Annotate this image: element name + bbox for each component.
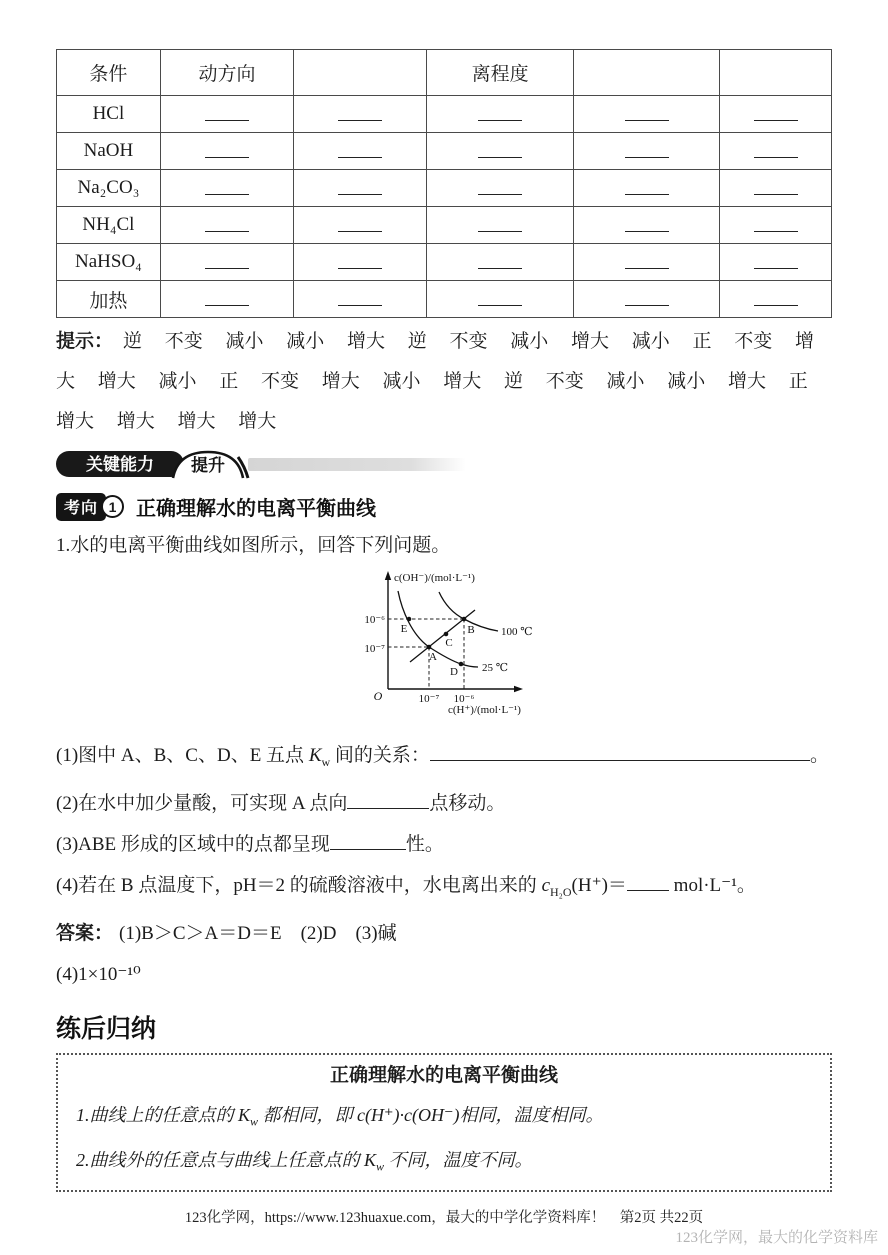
question-3: (3)ABE 形成的区域中的点都呈现 性。 (56, 824, 832, 865)
curve-25c (398, 591, 478, 667)
point-dot-B (462, 617, 467, 622)
answer-blank (627, 871, 669, 891)
y-axis-arrow (385, 571, 391, 580)
y-tick-1e-7: 10⁻⁷ (364, 643, 385, 655)
table-row (57, 244, 832, 281)
summary-box-title: 正确理解水的电离平衡曲线 (329, 1064, 558, 1086)
answer-blank (205, 212, 249, 232)
point-dot-A (427, 645, 432, 650)
point-dot-E (407, 617, 412, 622)
answer-blank (625, 249, 669, 269)
table-row-label: Na₂CO₃ (57, 170, 161, 207)
hint-line-1: 逆 不变 减小 减小 增大 逆 不变 减小 增大 减小 正 不变 增 (123, 331, 815, 352)
answer-blank (478, 175, 522, 195)
banner-sub-label: 提升 (191, 456, 225, 475)
table-row (57, 170, 832, 207)
answer-blank (754, 175, 798, 195)
y-tick-1e-6: 10⁻⁶ (364, 614, 385, 626)
answer-blank (347, 789, 429, 809)
table-row-label: 加热 (57, 281, 161, 318)
question-2: (2)在水中加少量酸，可实现 A 点向 点移动。 (56, 783, 832, 824)
answer-label: 答案： (56, 922, 114, 944)
hint-line-3: 增大 增大 增大 增大 (56, 411, 277, 432)
table-row-label: NaOH (57, 133, 161, 170)
hint-line-2: 大 增大 减小 正 不变 增大 减小 增大 逆 不变 减小 减小 增大 正 (56, 371, 808, 392)
table-row (57, 207, 832, 244)
answer-blank (478, 212, 522, 232)
ionization-curve-chart (348, 567, 563, 727)
table-header-row (57, 50, 832, 96)
summary-heading: 练后归纳 (56, 1014, 157, 1043)
answer-blank (338, 212, 382, 232)
answer-blank (478, 286, 522, 306)
answer-blank (205, 138, 249, 158)
table-header-cell (573, 50, 719, 96)
watermark: 123化学网，最大的化学资料库 (675, 1230, 878, 1246)
answer-blank (338, 175, 382, 195)
exam-direction-number: 1 (101, 495, 124, 518)
question-intro: 1.水的电离平衡曲线如图所示，回答下列问题。 (56, 535, 451, 556)
answer-blank (205, 175, 249, 195)
answer-blank (338, 138, 382, 158)
exam-direction-heading (56, 492, 832, 521)
summary-item-1: 1.曲线上的任意点的 $K_w$ 都相同，即 c(H⁺)·c(OH⁻)相同，温度相同。 (76, 1104, 604, 1129)
answer-blank (205, 249, 249, 269)
table-header-cell (294, 50, 427, 96)
point-label-B: B (467, 624, 475, 636)
answer-blank (754, 249, 798, 269)
answer-blank (478, 138, 522, 158)
table-header-cell: 条件 (57, 50, 161, 96)
key-ability-banner (56, 448, 832, 480)
point-label-C: C (445, 637, 453, 649)
question-block (56, 735, 832, 995)
question-1: (1)图中 A、B、C、D、E 五点 $K_w$ 间的关系： 。 (56, 735, 832, 783)
answer-blank (625, 138, 669, 158)
answer-blank (625, 212, 669, 232)
summary-item-2: 2.曲线外的任意点与曲线上任意点的 $K_w$ 不同，温度不同。 (76, 1150, 533, 1174)
answer-blank (754, 101, 798, 121)
answer-blank (625, 286, 669, 306)
answer-blank (205, 101, 249, 121)
table-row-label: NaHSO₄ (57, 244, 161, 281)
table-header-cell (720, 50, 832, 96)
exam-direction-title: 正确理解水的电离平衡曲线 (136, 498, 377, 520)
x-axis-arrow (514, 686, 523, 692)
curve-label-100c: 100 ℃ (501, 626, 533, 638)
answer-blank (205, 286, 249, 306)
origin-label: O (373, 689, 383, 703)
answer-blank (754, 212, 798, 232)
table-row (57, 96, 832, 133)
point-label-E: E (400, 623, 408, 635)
table-row (57, 133, 832, 170)
point-label-A: A (429, 651, 437, 663)
table-row-label: HCl (57, 96, 161, 133)
answer-blank (754, 138, 798, 158)
answer-blank (338, 249, 382, 269)
banner-main-label: 关键能力 (86, 455, 154, 474)
answer-blank (330, 830, 406, 850)
answer-blank (478, 249, 522, 269)
answer-blank (754, 286, 798, 306)
hint-paragraph (56, 322, 832, 442)
answer-blank (625, 101, 669, 121)
table-row-label: NH₄Cl (57, 207, 161, 244)
ionization-shift-table (56, 49, 832, 318)
x-tick-1e-7: 10⁻⁷ (418, 693, 440, 705)
point-dot-C (444, 632, 449, 637)
x-axis-label: c(H⁺)/(mol·L⁻¹) (448, 704, 521, 716)
hint-label: 提示： (56, 331, 114, 352)
answer-line-1: 答案： (1)B＞C＞A＝D＝E (2)D (3)碱 (56, 922, 397, 944)
answer-blank (478, 101, 522, 121)
answer-blank (338, 286, 382, 306)
curve-label-25c: 25 ℃ (482, 662, 509, 674)
answer-blank (430, 741, 810, 761)
table-header-cell: 离程度 (427, 50, 573, 96)
y-axis-label: c(OH⁻)/(mol·L⁻¹) (394, 572, 475, 584)
answer-blank (625, 175, 669, 195)
question-4: (4)若在 B 点温度下，pH＝2 的硫酸溶液中，水电离出来的 $c_{H_2O}(H^+)= mol\cdot L^{-1}$。 (56, 865, 832, 913)
answer-line-2: (4)1×10⁻¹⁰ (56, 963, 141, 985)
summary-box (56, 1053, 832, 1192)
page-footer: 123化学网，https://www.123huaxue.com，最大的中学化学资料库！ 第2页 共22页 (184, 1209, 704, 1226)
point-label-D: D (450, 666, 458, 678)
banner-gradient-bar (248, 458, 466, 471)
answer-blank (338, 101, 382, 121)
table-header-cell: 动方向 (160, 50, 293, 96)
x-tick-1e-6: 10⁻⁶ (453, 693, 475, 705)
exam-direction-badge: 考向 (56, 493, 106, 521)
point-dot-D (459, 662, 464, 667)
table-row (57, 281, 832, 318)
